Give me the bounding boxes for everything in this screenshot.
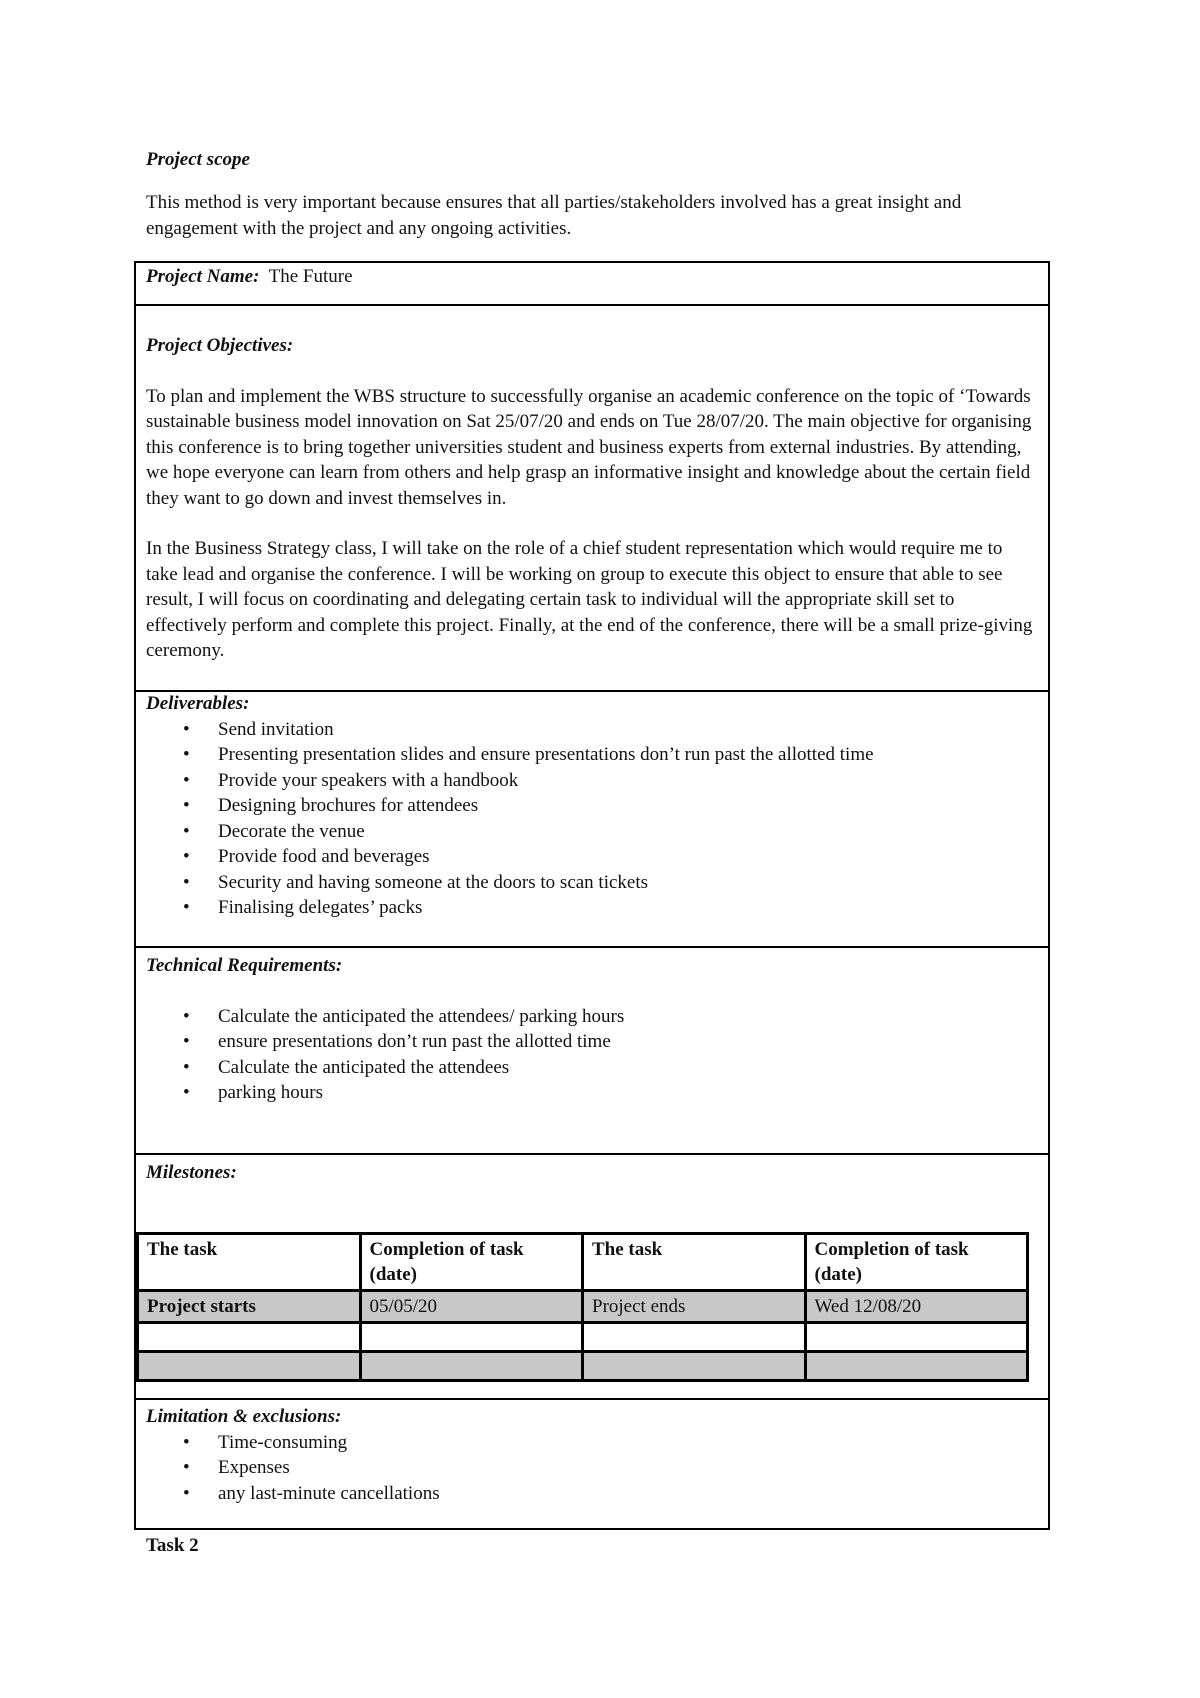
divider: [134, 1398, 1050, 1400]
milestones-table: [136, 1232, 1029, 1382]
project-name-label: Project Name:: [146, 266, 260, 287]
table-cell: [360, 1352, 583, 1381]
deliverables-cell: [146, 691, 1036, 921]
milestones-cell: [146, 1160, 1036, 1186]
objectives-paragraph-1: To plan and implement the WBS structure to successfully organise an academic conference on the topic of ‘Towards sustainable business model innovation on Sat 25/07/20 and ends on Tue 28/07/20. The main objective for organising this conference is to bring together universities student and business experts from external industries. By attending, we hope everyone can learn from others and help grasp an informative insight and knowledge about the certain field they want to go down and invest themselves in.: [146, 385, 1032, 509]
list-item: • Send invitation: [218, 717, 1036, 743]
objectives-paragraph-2: In the Business Strategy class, I will take on the role of a chief student representation which would require me to take lead and organise the conference. I will be working on group to execute this object to ensure that able to see result, I will focus on coordinating and delegating certain task to individual will the appropriate skill set to effectively perform and complete this project. Finally, at the end of the conference, there will be a small prize-giving ceremony.: [146, 538, 1033, 661]
table-cell: Project starts: [138, 1291, 361, 1323]
objectives-label: Project Objectives:: [146, 335, 294, 356]
list-item: • Calculate the anticipated the attendees/ parking hours: [218, 1004, 1036, 1030]
table-header-cell: Completion of task (date): [360, 1234, 583, 1291]
project-name-value: The Future: [268, 266, 353, 287]
list-item: • Finalising delegates’ packs: [218, 895, 1036, 921]
table-header-cell: The task: [138, 1234, 361, 1291]
technical-list: [146, 1004, 1036, 1106]
table-cell: [583, 1323, 806, 1352]
list-item: • Designing brochures for attendees: [218, 793, 1036, 819]
divider: [134, 304, 1050, 306]
list-item: • Provide your speakers with a handbook: [218, 768, 1036, 794]
section-heading: Project scope: [146, 149, 250, 170]
list-item: • Security and having someone at the doors to scan tickets: [218, 870, 1036, 896]
list-item: • Decorate the venue: [218, 819, 1036, 845]
divider: [134, 1153, 1050, 1155]
table-header-row: [138, 1234, 1028, 1291]
table-header-cell: Completion of task (date): [805, 1234, 1028, 1291]
list-item: • any last-minute cancellations: [218, 1481, 1036, 1507]
table-cell: [583, 1352, 806, 1381]
table-cell: [805, 1323, 1028, 1352]
table-cell: [138, 1352, 361, 1381]
limitations-list: [146, 1430, 1036, 1507]
limitations-cell: [146, 1404, 1036, 1506]
table-cell: 05/05/20: [360, 1291, 583, 1323]
technical-label: Technical Requirements:: [146, 955, 343, 976]
table-cell: [360, 1323, 583, 1352]
table-row: [138, 1323, 1028, 1352]
list-item: • Provide food and beverages: [218, 844, 1036, 870]
table-cell: [805, 1352, 1028, 1381]
table-cell: [138, 1323, 361, 1352]
limitations-label: Limitation & exclusions:: [146, 1406, 342, 1427]
list-item: • ensure presentations don’t run past the allotted time: [218, 1029, 1036, 1055]
table-header-cell: The task: [583, 1234, 806, 1291]
list-item: • parking hours: [218, 1080, 1036, 1106]
list-item: • Calculate the anticipated the attendees: [218, 1055, 1036, 1081]
objectives-cell: [146, 333, 1036, 664]
list-item: • Presenting presentation slides and ensure presentations don’t run past the allotted time: [218, 742, 1036, 768]
deliverables-list: [146, 717, 1036, 921]
technical-cell: [146, 953, 1036, 1106]
footer-heading: Task 2: [146, 1535, 199, 1556]
milestones-label: Milestones:: [146, 1162, 237, 1183]
table-cell: Project ends: [583, 1291, 806, 1323]
project-name-cell: [146, 264, 1036, 290]
table-row: [138, 1352, 1028, 1381]
deliverables-label: Deliverables:: [146, 693, 250, 714]
table-cell: Wed 12/08/20: [805, 1291, 1028, 1323]
list-item: • Expenses: [218, 1455, 1036, 1481]
table-row: [138, 1291, 1028, 1323]
list-item: • Time-consuming: [218, 1430, 1036, 1456]
intro-paragraph: This method is very important because ensures that all parties/stakeholders involved has a great insight and engagement with the project and any ongoing activities.: [146, 192, 962, 239]
divider: [134, 946, 1050, 948]
